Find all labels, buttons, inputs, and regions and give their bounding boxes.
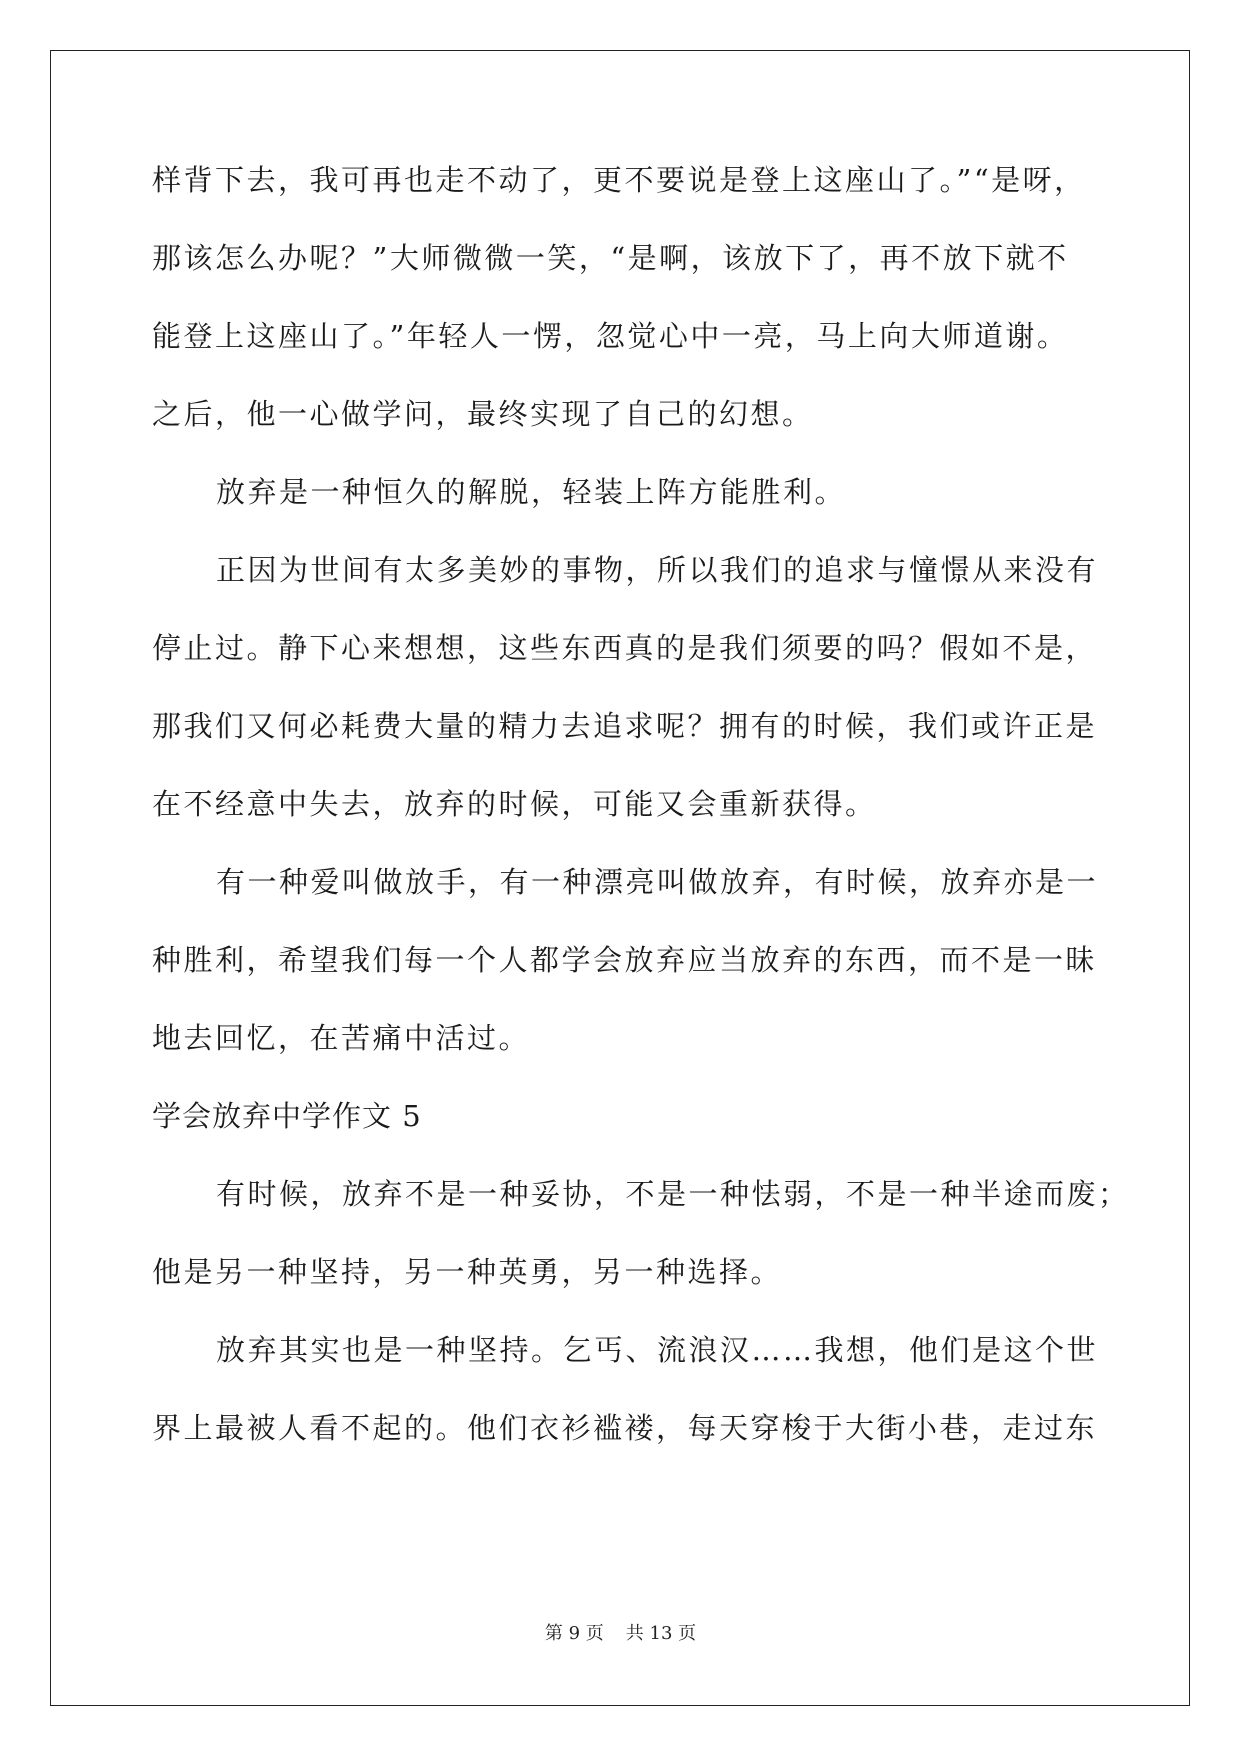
- paragraph-first-line: 正因为世间有太多美妙的事物，所以我们的追求与憧憬从来没有: [216, 553, 1099, 587]
- section-heading: 学会放弃中学作文 5: [152, 1099, 422, 1133]
- text-line: 那我们又何必耗费大量的精力去追求呢？拥有的时候，我们或许正是: [152, 709, 1098, 743]
- text-line: 之后，他一心做学问，最终实现了自己的幻想。: [152, 397, 814, 431]
- text-line: 那该怎么办呢？”大师微微一笑，“是啊，该放下了，再不放下就不: [152, 241, 1069, 275]
- paragraph-first-line: 放弃其实也是一种坚持。乞丐、流浪汉……我想，他们是这个世: [216, 1333, 1099, 1367]
- text-line: 种胜利，希望我们每一个人都学会放弃应当放弃的东西，而不是一昧: [152, 943, 1098, 977]
- text-line: 停止过。静下心来想想，这些东西真的是我们须要的吗？假如不是，: [152, 631, 1098, 665]
- text-line: 在不经意中失去，放弃的时候，可能又会重新获得。: [152, 787, 877, 821]
- text-line: 地去回忆，在苦痛中活过。: [152, 1021, 531, 1055]
- paragraph-first-line: 有时候，放弃不是一种妥协，不是一种怯弱，不是一种半途而废；: [216, 1177, 1130, 1211]
- page-number-total: 共 13 页: [625, 1623, 697, 1644]
- paragraph-first-line: 放弃是一种恒久的解脱，轻装上阵方能胜利。: [216, 475, 847, 509]
- text-line: 能登上这座山了。”年轻人一愣，忽觉心中一亮，马上向大师道谢。: [152, 319, 1069, 353]
- page-number-current: 第 9 页: [544, 1623, 604, 1644]
- paragraph-first-line: 有一种爱叫做放手，有一种漂亮叫做放弃，有时候，放弃亦是一: [216, 865, 1099, 899]
- text-line: 他是另一种坚持，另一种英勇，另一种选择。: [152, 1255, 783, 1289]
- document-body: [152, 160, 1130, 1486]
- text-line: 界上最被人看不起的。他们衣衫褴褛，每天穿梭于大街小巷，走过东: [152, 1411, 1098, 1445]
- page-footer: [0, 1622, 1241, 1646]
- text-line: 样背下去，我可再也走不动了，更不要说是登上这座山了。”“是呀，: [152, 163, 1086, 197]
